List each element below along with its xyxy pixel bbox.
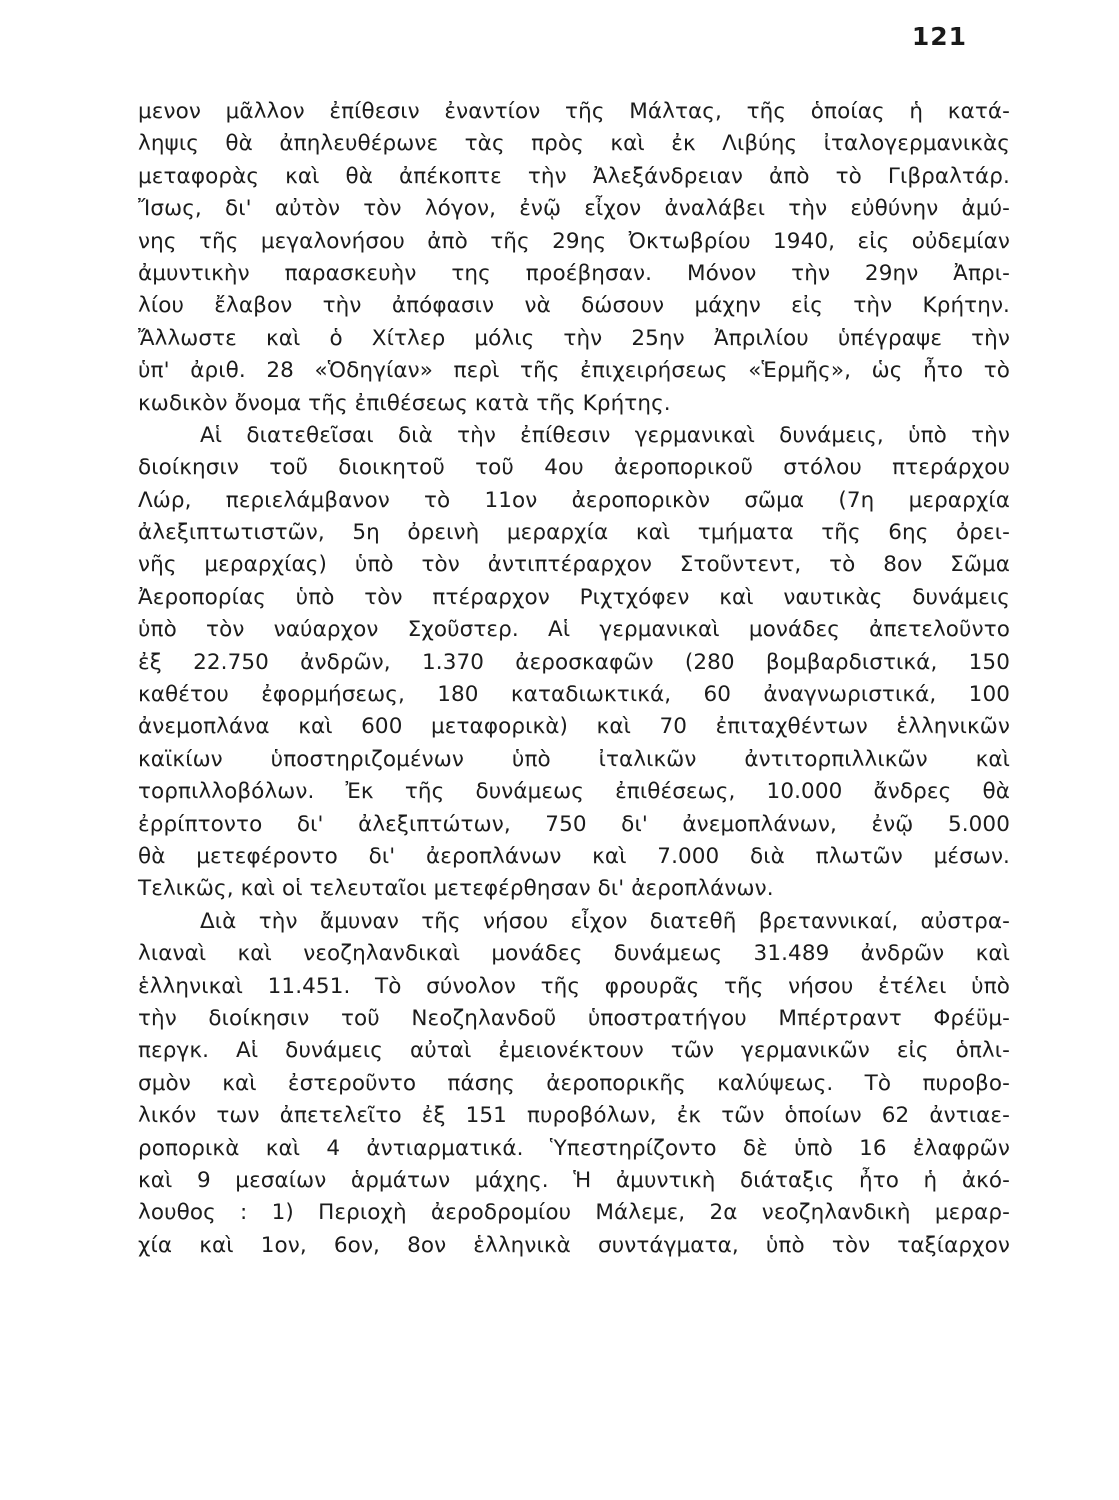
text-line: νῆς μεραρχίας) ὑπὸ τὸν ἀντιπτέραρχον Στοῦντεντ, τὸ 8ον Σῶμα bbox=[138, 552, 1010, 578]
text-line: ἀμυντικὴν παρασκευὴν της προέβησαν. Μόνον τὴν 29ην Ἀπρι- bbox=[138, 260, 1010, 286]
text-line: ἀνεμοπλάνα καὶ 600 μεταφορικὰ) καὶ 70 ἐπιταχθέντων ἑλληνικῶν bbox=[138, 714, 1010, 740]
text-line: ἐξ 22.750 ἀνδρῶν, 1.370 ἀεροσκαφῶν (280 βομβαρδιστικά, 150 bbox=[138, 649, 1010, 675]
text-line: διοίκησιν τοῦ διοικητοῦ τοῦ 4ου ἀεροπορικοῦ στόλου πτεράρχου bbox=[138, 455, 1010, 481]
text-line: καθέτου ἐφορμήσεως, 180 καταδιωκτικά, 60 ἀναγνωριστικά, 100 bbox=[138, 682, 1010, 708]
text-line: νης τῆς μεγαλονήσου ἀπὸ τῆς 29ης Ὀκτωβρίου 1940, εἰς οὐδεμίαν bbox=[138, 228, 1010, 254]
text-line: θὰ μετεφέροντο δι' ἀεροπλάνων καὶ 7.000 διὰ πλωτῶν μέσων. bbox=[138, 843, 1010, 869]
text-line: Τελικῶς, καὶ οἱ τελευταῖοι μετεφέρθησαν δι' ἀεροπλάνων. bbox=[138, 876, 774, 902]
paragraph-start-line: Διὰ τὴν ἄμυναν τῆς νήσου εἶχον διατεθῆ βρεταννικαί, αὐστρα- bbox=[200, 908, 1010, 934]
text-line: μενον μᾶλλον ἐπίθεσιν ἐναντίον τῆς Μάλτας, τῆς ὁποίας ἡ κατά- bbox=[138, 99, 1010, 124]
text-line: τὴν διοίκησιν τοῦ Νεοζηλανδοῦ ὑποστρατήγου Μπέρτραντ Φρέϋμ- bbox=[138, 1005, 1010, 1031]
text-line: κωδικὸν ὄνομα τῆς ἐπιθέσεως κατὰ τῆς Κρήτης. bbox=[138, 390, 671, 416]
text-line: ἀλεξιπτωτιστῶν, 5η ὀρεινὴ μεραρχία καὶ τμήματα τῆς 6ης ὀρει- bbox=[138, 520, 1010, 546]
text-line: ἐρρίπτοντο δι' ἀλεξιπτώτων, 750 δι' ἀνεμοπλάνων, ἐνῷ 5.000 bbox=[138, 811, 1010, 837]
text-line: λίου ἔλαβον τὴν ἀπόφασιν νὰ δώσουν μάχην εἰς τὴν Κρήτην. bbox=[138, 293, 1010, 319]
text-line: λουθος : 1) Περιοχὴ ἀεροδρομίου Μάλεμε, 2α νεοζηλανδικὴ μεραρ- bbox=[138, 1200, 1010, 1226]
text-line: λικόν των ἀπετελεῖτο ἐξ 151 πυροβόλων, ἐκ τῶν ὁποίων 62 ἀντιαε- bbox=[138, 1103, 1010, 1129]
text-line: Ἀεροπορίας ὑπὸ τὸν πτέραρχον Ριχτχόφεν καὶ ναυτικὰς δυνάμεις bbox=[138, 584, 1010, 610]
text-line: ὑπ' ἀριθ. 28 «Ὁδηγίαν» περὶ τῆς ἐπιχειρήσεως «Ἑρμῆς», ὡς ἦτο τὸ bbox=[138, 358, 1010, 384]
text-line: χία καὶ 1ον, 6ον, 8ον ἑλληνικὰ συντάγματα, ὑπὸ τὸν ταξίαρχον bbox=[138, 1232, 1010, 1258]
text-line: Ἴσως, δι' αὐτὸν τὸν λόγον, ἐνῷ εἶχον ἀναλάβει τὴν εὐθύνην ἀμύ- bbox=[138, 196, 1010, 222]
text-line: τορπιλλοβόλων. Ἐκ τῆς δυνάμεως ἐπιθέσεως, 10.000 ἄνδρες θὰ bbox=[138, 779, 1010, 805]
text-line: λιαναὶ καὶ νεοζηλανδικαὶ μονάδες δυνάμεως 31.489 ἀνδρῶν καὶ bbox=[138, 941, 1010, 967]
text-line: ροπορικὰ καὶ 4 ἀντιαρματικά. Ὑπεστηρίζοντο δὲ ὑπὸ 16 ἐλαφρῶν bbox=[138, 1135, 1010, 1161]
text-line: σμὸν καὶ ἐστεροῦντο πάσης ἀεροπορικῆς καλύψεως. Τὸ πυροβο- bbox=[138, 1070, 1010, 1096]
text-line: ληψις θὰ ἀπηλευθέρωνε τὰς πρὸς καὶ ἐκ Λιβύης ἰταλογερμανικὰς bbox=[138, 131, 1010, 157]
paragraph-start-line: Αἱ διατεθεῖσαι διὰ τὴν ἐπίθεσιν γερμανικαὶ δυνάμεις, ὑπὸ τὴν bbox=[200, 422, 1010, 448]
text-line: καὶ 9 μεσαίων ἁρμάτων μάχης. Ἡ ἀμυντικὴ διάταξις ἦτο ἡ ἀκό- bbox=[138, 1167, 1010, 1193]
text-line: ἑλληνικαὶ 11.451. Τὸ σύνολον τῆς φρουρᾶς τῆς νήσου ἐτέλει ὑπὸ bbox=[138, 973, 1010, 999]
text-line: ὑπὸ τὸν ναύαρχον Σχοῦστερ. Αἱ γερμανικαὶ μονάδες ἀπετελοῦντο bbox=[138, 617, 1010, 643]
text-line: μεταφορὰς καὶ θὰ ἀπέκοπτε τὴν Ἀλεξάνδρειαν ἀπὸ τὸ Γιβραλτάρ. bbox=[138, 163, 1010, 189]
body-text bbox=[138, 96, 1010, 1262]
text-line: Λώρ, περιελάμβανον τὸ 11ον ἀεροπορικὸν σῶμα (7η μεραρχία bbox=[138, 487, 1010, 513]
text-line: περγκ. Αἱ δυνάμεις αὐταὶ ἐμειονέκτουν τῶν γερμανικῶν εἰς ὁπλι- bbox=[138, 1038, 1010, 1064]
page-number: 121 bbox=[911, 22, 967, 51]
text-line: καϊκίων ὑποστηριζομένων ὑπὸ ἰταλικῶν ἀντιτορπιλλικῶν καὶ bbox=[138, 746, 1010, 772]
text-line: Ἄλλωστε καὶ ὁ Χίτλερ μόλις τὴν 25ην Ἀπριλίου ὑπέγραψε τὴν bbox=[138, 325, 1010, 351]
